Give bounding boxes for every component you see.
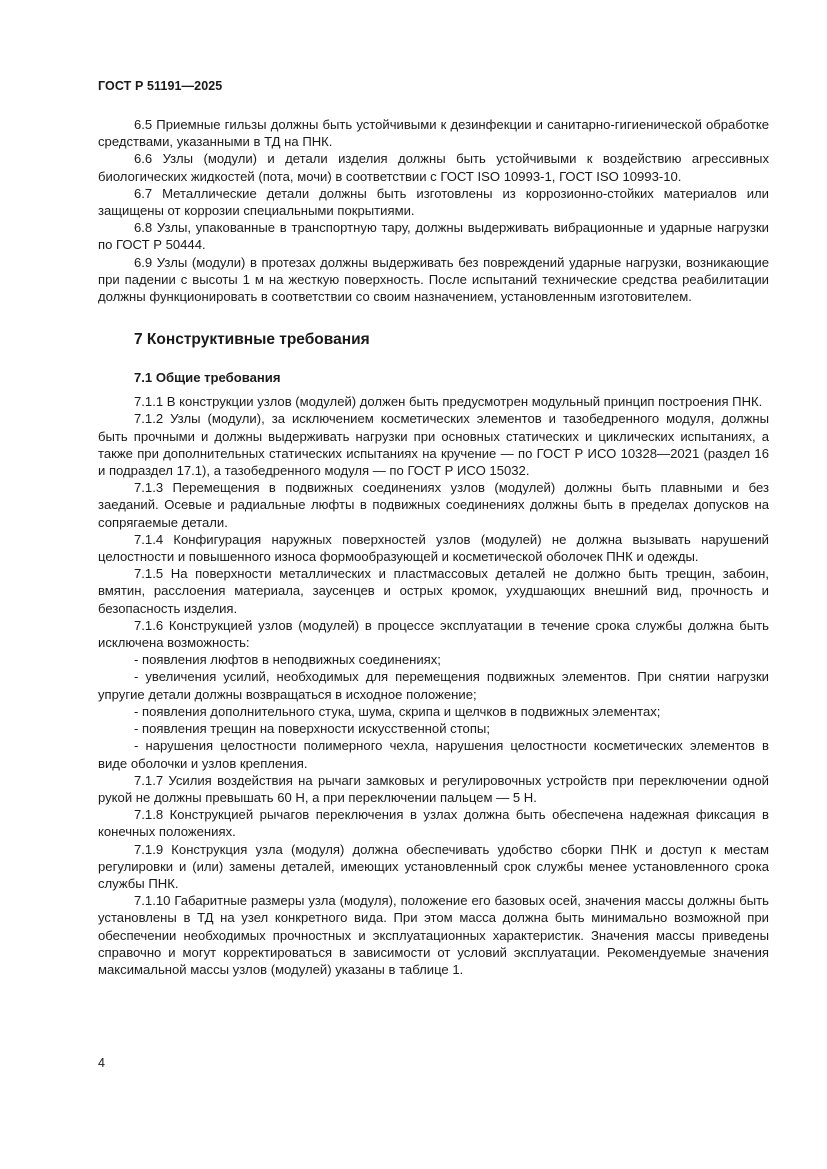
paragraph-7-1-3: 7.1.3 Перемещения в подвижных соединениях узлов (модулей) должны быть плавными и без заеданий. Осевые и радиальные люфты в подвижных соединениях должны быть в пределах допусков на сопрягаемые детали.	[98, 480, 769, 530]
paragraph-6-6: 6.6 Узлы (модули) и детали изделия должны быть устойчивыми к воздействию агрессивных биологических жидкостей (пота, мочи) в соответствии с ГОСТ ISO 10993-1, ГОСТ ISO 10993-10.	[98, 151, 769, 184]
paragraph-7-1-6: 7.1.6 Конструкцией узлов (модулей) в процессе эксплуатации в течение срока службы должна быть исключена возможность:	[98, 617, 769, 651]
paragraph-7-1-7: 7.1.7 Усилия воздействия на рычаги замковых и регулировочных устройств при переключении одной рукой не должны превышать 60 Н, а при переключении пальцем — 5 Н.	[98, 772, 769, 805]
list-item: - появления дополнительного стука, шума, скрипа и щелчков в подвижных элементах;	[134, 703, 661, 719]
list-item: - появления трещин на поверхности искусственной стопы;	[134, 721, 490, 737]
paragraph-6-8: 6.8 Узлы, упакованные в транспортную тару, должны выдерживать вибрационные и ударные нагрузки по ГОСТ Р 50444.	[98, 220, 769, 253]
list-item: - появления люфтов в неподвижных соединениях;	[134, 652, 441, 668]
subsection-7-1-title: 7.1 Общие требования	[134, 370, 281, 386]
list-item: - нарушения целостности полимерного чехла, нарушения целостности косметических элементов в виде оболочки и узлов крепления.	[98, 738, 769, 771]
paragraph-7-1-4: 7.1.4 Конфигурация наружных поверхностей узлов (модулей) не должна вызывать нарушений целостности и повышенного износа формообразующей и косметической оболочек ПНК и одежды.	[98, 531, 769, 565]
document-code-header: ГОСТ Р 51191—2025	[98, 79, 223, 93]
section-7-title: 7 Конструктивные требования	[134, 331, 370, 349]
paragraph-6-9: 6.9 Узлы (модули) в протезах должны выдерживать без повреждений ударные нагрузки, возникающие при падении с высоты 1 м на жесткую поверхность. После испытаний технические средства реабилитации должны функционировать в соответствии со своим назначением, установленным изготовителем.	[98, 254, 769, 305]
paragraph-7-1-2: 7.1.2 Узлы (модули), за исключением косметических элементов и тазобедренного модуля, должны быть прочными и должны выдерживать нагрузки при основных статических и циклических испытаниях, а также при дополнительных статических испытаниях на кручение — по ГОСТ Р ИСО 10328—2021 (раздел 16 и подраздел 17.1), а тазобедренного модуля — по ГОСТ Р ИСО 15032.	[98, 411, 769, 479]
paragraph-7-1-1: 7.1.1 В конструкции узлов (модулей) должен быть предусмотрен модульный принцип построения ПНК.	[134, 394, 763, 410]
paragraph-6-7: 6.7 Металлические детали должны быть изготовлены из коррозионно-стойких материалов или защищены от коррозии специальными покрытиями.	[98, 185, 769, 219]
page-body	[98, 116, 769, 978]
paragraph-7-1-8: 7.1.8 Конструкцией рычагов переключения в узлах должна быть обеспечена надежная фиксация в конечных положениях.	[98, 807, 769, 840]
paragraph-7-1-9: 7.1.9 Конструкция узла (модуля) должна обеспечивать удобство сборки ПНК и доступ к местам регулировки и (или) замены деталей, имеющих установленный срок службы менее установленного срока службы ПНК.	[98, 841, 769, 891]
paragraph-6-5: 6.5 Приемные гильзы должны быть устойчивыми к дезинфекции и санитарно-гигиенической обработке средствами, указанными в ТД на ПНК.	[98, 117, 769, 150]
paragraph-7-1-10: 7.1.10 Габаритные размеры узла (модуля), положение его базовых осей, значения массы должны быть установлены в ТД на узел конкретного вида. При этом масса должна быть минимально возможной при обеспечении необходимых прочностных и эксплуатационных характеристик. Значения массы приведены справочно и могут корректироваться в зависимости от условий эксплуатации. Рекомендуемые значения максимальной массы узлов (модулей) указаны в таблице 1.	[98, 893, 769, 977]
page-number: 4	[98, 1056, 105, 1070]
list-item: - увеличения усилий, необходимых для перемещения подвижных элементов. При снятии нагрузки упругие детали должны возвращаться в исходное положение;	[98, 669, 769, 702]
paragraph-7-1-5: 7.1.5 На поверхности металлических и пластмассовых деталей не должно быть трещин, забоин, вмятин, расслоения материала, заусенцев и острых кромок, ухудшающих внешний вид, прочность и безопасность изделия.	[98, 566, 769, 616]
